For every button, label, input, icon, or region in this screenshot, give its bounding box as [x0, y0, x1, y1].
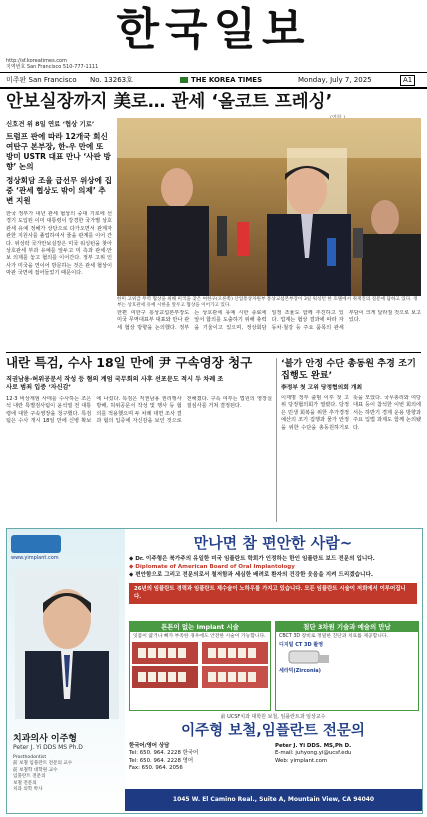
- credential-item: 임플란트 전문의: [13, 774, 46, 780]
- ad-box2-item: 디지털 CT 3D 촬영: [279, 642, 324, 649]
- clinic-name: 이주형 보철,임플란트 전문의: [181, 723, 365, 739]
- ad-box2-item: 세라믹(Zirconia): [279, 668, 321, 675]
- ad-promo: 26년의 임플란트 경력과 임플란트 제수술이 노하우를 가지고 있습니다. 모든 임플란트 시술이 저희에서 이루어집니다.: [129, 583, 417, 604]
- phone-line-2[interactable]: Tel: 650. 964. 2228 영어: [129, 757, 194, 764]
- story2-deck: 직권남용·허위공문서 작성 등 혐의 계엄 국무회의 사후 선포문도 적시 두 차례 조사로 범죄 입증 ‘자신감’: [6, 376, 224, 391]
- ad-box2-title: 첨단 3차원 기술과 예술의 만남: [276, 622, 418, 632]
- clinic-logo: [11, 535, 61, 553]
- lead-subhead-2: 정상회담 조율 급선무 위상에 집중 ‘관세 협상도 밖이 의제’ 추변 지원: [6, 176, 112, 205]
- credential-item: 치과 의학 박사: [13, 787, 43, 793]
- story2-headline: 내란 특검, 수사 18일 만에 尹 구속영장 청구: [6, 355, 253, 370]
- column-divider: [276, 358, 277, 522]
- contact-name: Peter J. Yi DDS. MS,Ph D.: [275, 743, 352, 749]
- masthead-urls: http://sf.koreatimes.com 지역번호 San Francisco 510-777-1111: [6, 58, 99, 70]
- issue-date: Monday, July 7, 2025: [298, 76, 372, 84]
- lead-photo: [117, 118, 421, 296]
- ad-right-panel: [129, 533, 417, 604]
- ad-box1-title: 튼튼이 없는 Implant 시술: [130, 622, 270, 632]
- ad-phone-block: [129, 743, 269, 773]
- ad-box2-items: [276, 642, 418, 675]
- story-indictment: [6, 356, 272, 514]
- ad-bullets: [129, 555, 417, 579]
- credential-item: 前 보철 임플란트 전문의 교수: [13, 761, 73, 767]
- ad-bullet: ◆ Dr. 이주형은 북가주의 유일한 미국 임플란트 학회가 인정하는 한인 임플란트 보드 전문의 입니다.: [129, 556, 375, 562]
- lead-body-left: 한국 정부가 내년 관세 협상의 중대 기로에 선 경기 도입된 이미 대통령이 강경한 국가별 상호관세 유예 정해가 상당으로 다가오면서 관계자 관한 지원사를 졸업하여서 줄을 관계를 이어 간다. 위성락 국가안보실장은 미국 워싱턴을 찾아 상호관세 부과 유예를 앞두고 미 측과 관세·안보 의제를 놓고 협의를 이어간다. 정부 고위 인사가 미국을 연이어 방문하는 것은 관세 협상이 막판 국면에 접어들었기 때문이다.: [6, 211, 112, 277]
- phone-line-1[interactable]: Tel: 650. 964. 2228 한국어: [129, 750, 199, 757]
- lead-body-bottom: 한편 여한구 통상교섭본부장도 미국 무역대표부 대표와 만나 관세 협상 방향을 논의했다. 정부는 상호관세 유예 시한 종료에 앞서 합의를 도출하기 위해 총력을 기울이고 있으며, 정상회담 일정 조율도 함께 추진하고 있다. 업계는 협상 결과에 따라 자동차·철강 등 주요 품목의 관세 부담이 크게 달라질 것으로 보고 있다.: [117, 310, 421, 331]
- doctor-credentials: [13, 755, 121, 793]
- lead-kicker: 신호견 위 8일 연료 ‘협상 기로’: [6, 120, 95, 128]
- ct-scanner-image: [279, 649, 339, 665]
- lead-subhead-1: 트럼프 판에 따라 12개국 회신 여탄구 본부장, 한-우 만에 또 방미 USTR 대표 만나 ‘사판 방향’ 논의: [6, 132, 111, 171]
- ad-box-3d: [275, 621, 419, 711]
- ad-left-panel: [7, 529, 125, 813]
- story3-body: 이재명 정부 출범 이후 첫 고위 당정협의회가 열렸다. 당정은 민생 회복을 위한 추가경정예산의 조기 집행과 물가 안정을 위한 수단을 총동원하기로 뜻을 모았다. 국무총리와 여당 대표 등이 참석한 이번 회의에서는 하반기 경제 운용 방향과 주요 입법 과제도 함께 논의됐다.: [281, 395, 421, 431]
- fax-line: Fax: 650. 964. 2056: [129, 765, 183, 772]
- doctor-name: 치과의사 이주형: [13, 734, 77, 744]
- doctor-photo: [15, 569, 119, 719]
- ad-languages: 한국어/영어 상담: [129, 743, 170, 749]
- ad-title: 만나면 참 편안한 사람~: [193, 534, 353, 552]
- ad-bullet: ◆ Diplomate of American Board of Oral Implantology: [129, 564, 295, 570]
- story3-headline: ‘불가 안정 수단 총동원 추경 조기 집행도 완료’: [281, 358, 416, 381]
- doctor-name-en: Peter J. Yi DDS MS Ph.D: [13, 744, 83, 751]
- lead-photo-caption: 한미 고위급 무역 협상을 위해 미국을 찾은 여한구(오른쪽) 산업통상자원부 통상교섭본부장이 3일 워싱턴 한 호텔에서 취재진의 질문에 답하고 있다. 정부는 상호관세 유예 시한을 앞두고 협상을 이어가고 있다.: [117, 297, 418, 308]
- story-party-meeting: [281, 358, 421, 513]
- section-badge: A1: [400, 75, 415, 86]
- story2-body: 12·3 비상계엄 사태를 수사하는 조은석 내란 특별검사팀이 윤석열 전 대통령에 대한 구속영장을 청구했다. 특검팀은 수사 개시 18일 만에 신병 확보에 나섰다. 특검은 직권남용 권리행사방해, 허위공문서 작성 및 행사 등 혐의를 적용했으며 두 차례 대면 조사 결과 혐의 입증에 자신감을 보인 것으로 전해졌다. 구속 여부는 법원의 영장실질심사를 거쳐 결정된다.: [6, 396, 272, 425]
- credential-item: 前 보철학 대학원 교수: [13, 767, 58, 773]
- ad-bullet: ◆ 편안함으로 그리고 전문의로서 철저함과 세심한 배려로 환자의 건강한 웃음을 지켜 드리겠습니다.: [129, 572, 373, 578]
- section-divider: [6, 352, 421, 353]
- ad-box-implant: [129, 621, 271, 711]
- ad-school-line: 前 UCSF치과 대학원 보철, 임플란트과 임상교수: [220, 714, 326, 720]
- lead-photo-image: [117, 118, 421, 296]
- teeth-photos: [132, 642, 268, 688]
- lead-left-column: [6, 120, 112, 335]
- newspaper-title: 한국일보: [116, 4, 311, 55]
- ad-address-bar: 1045 W. El Camino Real., Suite A, Mountain View, CA 94040: [125, 789, 422, 811]
- ad-contact-block: [275, 743, 417, 765]
- contact-email[interactable]: E-mail: juhyong.yi@ucsf.edu: [275, 750, 352, 757]
- ad-box1-text: 잇몸이 얇거나 뼈가 부족한 경우에도 안전한 시술이 가능합니다.: [133, 634, 266, 639]
- masthead: [0, 0, 427, 60]
- flag-icon: [180, 77, 188, 83]
- dental-ad: [6, 528, 423, 814]
- credential-item: Prosthodontist: [13, 755, 47, 760]
- contact-web[interactable]: Web: yimplant.com: [275, 757, 328, 764]
- date-bar: [0, 72, 427, 89]
- lead-headline: 안보실장까지 美로… 관세 ‘올코트 프레싱’: [6, 92, 333, 112]
- ad-box2-text: CBCT 3D 장비로 정밀한 진단과 치료를 제공합니다.: [279, 634, 389, 639]
- edition-label: 미주판 San Francisco: [6, 76, 77, 84]
- story3-deck: 李정부 첫 고위 당정협의회 개최: [281, 385, 363, 391]
- credential-item: 보철 전문의: [13, 780, 37, 786]
- issue-number: No. 13263호: [90, 76, 133, 84]
- ad-url[interactable]: www.yimplant.com: [11, 555, 59, 561]
- paper-flag: THE KOREA TIMES: [180, 73, 262, 87]
